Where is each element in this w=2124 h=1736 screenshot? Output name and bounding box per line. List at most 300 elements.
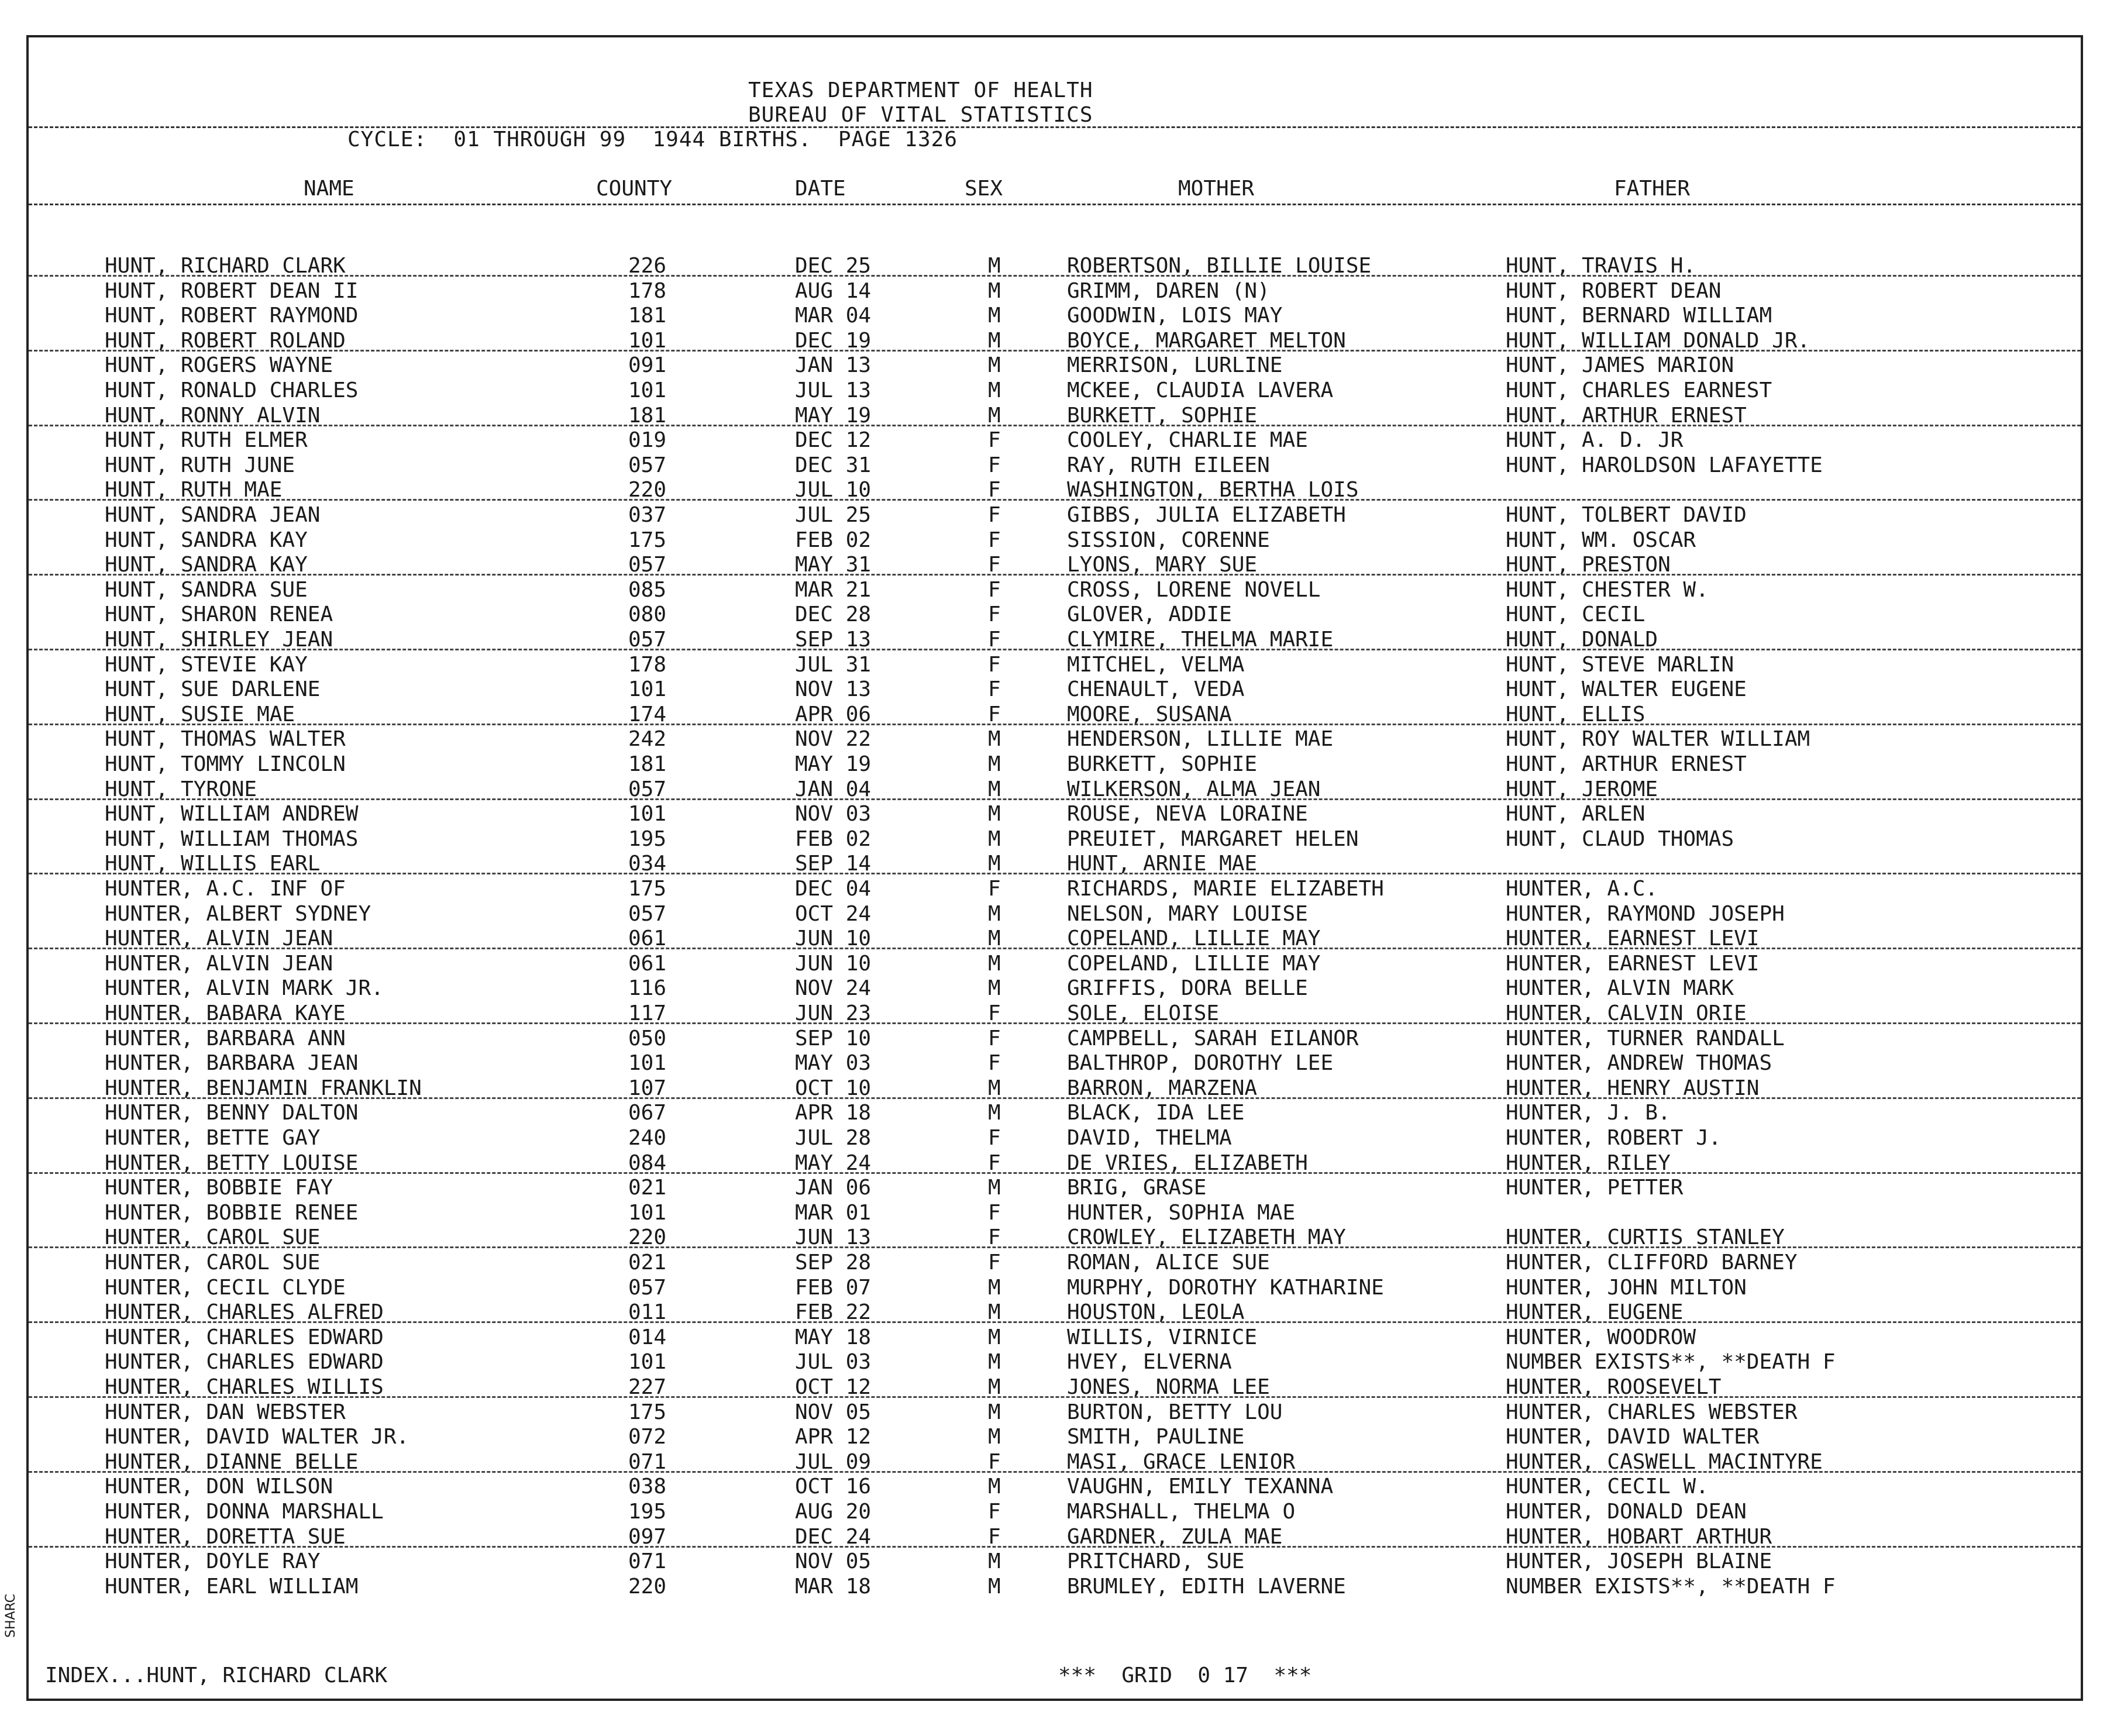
- record-row: [29, 752, 2081, 777]
- record-mother: BURKETT, SOPHIE: [1067, 752, 1258, 776]
- record-sex: M: [988, 1325, 1001, 1349]
- record-name: HUNTER, BENJAMIN FRANKLIN: [105, 1076, 422, 1100]
- record-date: SEP 10: [795, 1026, 872, 1050]
- record-name: HUNT, RUTH JUNE: [105, 453, 295, 477]
- record-sex: F: [988, 1026, 1001, 1050]
- col-father-header: FATHER: [1614, 177, 1691, 201]
- record-county: 019: [628, 428, 667, 453]
- record-sex: M: [988, 254, 1001, 278]
- record-county: 034: [628, 852, 667, 876]
- record-name: HUNTER, CAROL SUE: [105, 1225, 321, 1250]
- record-father: HUNTER, HOBART ARTHUR: [1506, 1524, 1772, 1549]
- record-name: HUNTER, DONNA MARSHALL: [105, 1500, 384, 1524]
- record-county: 181: [628, 304, 667, 328]
- record-row: [29, 902, 2081, 926]
- record-date: AUG 20: [795, 1500, 872, 1524]
- record-row: [29, 1201, 2081, 1225]
- record-mother: VAUGHN, EMILY TEXANNA: [1067, 1475, 1334, 1499]
- record-row: [29, 1425, 2081, 1449]
- record-county: 181: [628, 403, 667, 428]
- record-name: HUNT, TYRONE: [105, 777, 257, 801]
- record-father: HUNTER, DAVID WALTER: [1506, 1425, 1760, 1449]
- record-father: HUNTER, ROBERT J.: [1506, 1126, 1722, 1150]
- record-date: MAY 03: [795, 1051, 872, 1076]
- record-sex: M: [988, 1549, 1001, 1574]
- record-father: HUNTER, ALVIN MARK: [1506, 976, 1734, 1001]
- record-mother: MERRISON, LURLINE: [1067, 353, 1283, 378]
- record-county: 195: [628, 826, 667, 851]
- record-date: SEP 14: [795, 852, 872, 876]
- record-name: HUNT, THOMAS WALTER: [105, 727, 346, 752]
- record-sex: F: [988, 1524, 1001, 1549]
- record-date: JAN 04: [795, 777, 872, 801]
- record-date: FEB 02: [795, 528, 872, 552]
- record-date: DEC 25: [795, 254, 872, 278]
- header-title: TEXAS DEPARTMENT OF HEALTH: [748, 78, 1093, 102]
- record-date: JUN 10: [795, 926, 872, 951]
- record-name: HUNT, SANDRA SUE: [105, 577, 308, 602]
- record-mother: COOLEY, CHARLIE MAE: [1067, 428, 1308, 453]
- record-county: 057: [628, 1275, 667, 1300]
- record-father: HUNTER, JOHN MILTON: [1506, 1275, 1747, 1300]
- record-date: MAY 19: [795, 752, 872, 776]
- row-separator: [29, 1246, 2081, 1248]
- record-father: HUNTER, CURTIS STANLEY: [1506, 1225, 1785, 1250]
- record-county: 117: [628, 1001, 667, 1025]
- record-mother: RICHARDS, MARIE ELIZABETH: [1067, 877, 1384, 901]
- record-row: [29, 1475, 2081, 1499]
- record-father: HUNT, JAMES MARION: [1506, 353, 1734, 378]
- record-sex: M: [988, 752, 1001, 776]
- record-father: HUNTER, TURNER RANDALL: [1506, 1026, 1785, 1050]
- record-county: 014: [628, 1325, 667, 1349]
- record-county: 101: [628, 1350, 667, 1375]
- record-row: [29, 279, 2081, 304]
- record-date: JUN 10: [795, 951, 872, 976]
- record-county: 242: [628, 727, 667, 752]
- record-county: 038: [628, 1475, 667, 1499]
- record-father: HUNT, WALTER EUGENE: [1506, 677, 1747, 702]
- record-sex: M: [988, 901, 1001, 926]
- record-sex: M: [988, 976, 1001, 1001]
- record-date: JUN 23: [795, 1001, 872, 1025]
- record-county: 240: [628, 1126, 667, 1150]
- record-sex: F: [988, 1001, 1001, 1025]
- record-date: MAR 04: [795, 304, 872, 328]
- record-name: HUNTER, CECIL CLYDE: [105, 1275, 346, 1300]
- record-mother: BRIG, GRASE: [1067, 1176, 1207, 1200]
- record-name: HUNTER, BARBARA ANN: [105, 1026, 346, 1050]
- record-name: HUNTER, EARL WILLIAM: [105, 1574, 359, 1599]
- record-mother: BRUMLEY, EDITH LAVERNE: [1067, 1574, 1346, 1599]
- record-row: [29, 677, 2081, 702]
- record-name: HUNTER, ALBERT SYDNEY: [105, 901, 371, 926]
- record-sex: M: [988, 1475, 1001, 1499]
- record-name: HUNTER, CHARLES ALFRED: [105, 1300, 384, 1325]
- row-separator: [29, 275, 2081, 277]
- record-mother: WILKERSON, ALMA JEAN: [1067, 777, 1321, 801]
- record-father: HUNT, TRAVIS H.: [1506, 254, 1696, 278]
- record-father: HUNT, ARLEN: [1506, 802, 1646, 826]
- record-date: MAY 19: [795, 403, 872, 428]
- row-separator: [29, 1022, 2081, 1024]
- record-sex: F: [988, 628, 1001, 652]
- record-father: HUNTER, CECIL W.: [1506, 1475, 1709, 1499]
- record-father: HUNTER, CHARLES WEBSTER: [1506, 1400, 1798, 1424]
- record-name: HUNT, STEVIE KAY: [105, 652, 308, 677]
- record-sex: M: [988, 1176, 1001, 1200]
- record-sex: M: [988, 1425, 1001, 1449]
- record-date: JUL 03: [795, 1350, 872, 1375]
- record-sex: F: [988, 1251, 1001, 1275]
- record-county: 037: [628, 503, 667, 527]
- record-county: 101: [628, 677, 667, 702]
- record-county: 175: [628, 1400, 667, 1424]
- record-name: HUNT, TOMMY LINCOLN: [105, 752, 346, 776]
- record-date: DEC 31: [795, 453, 872, 477]
- record-county: 080: [628, 602, 667, 627]
- record-father: HUNTER, JOSEPH BLAINE: [1506, 1549, 1772, 1574]
- record-county: 071: [628, 1449, 667, 1474]
- record-mother: DE VRIES, ELIZABETH: [1067, 1151, 1308, 1175]
- record-row: [29, 1325, 2081, 1350]
- record-name: HUNTER, A.C. INF OF: [105, 877, 346, 901]
- row-separator: [29, 350, 2081, 352]
- record-sex: F: [988, 1200, 1001, 1225]
- record-date: APR 12: [795, 1425, 872, 1449]
- record-row: [29, 503, 2081, 528]
- record-mother: GOODWIN, LOIS MAY: [1067, 304, 1283, 328]
- record-sex: F: [988, 428, 1001, 453]
- record-name: HUNTER, ALVIN MARK JR.: [105, 976, 384, 1001]
- column-header-rule: [29, 204, 2081, 205]
- record-name: HUNTER, DAN WEBSTER: [105, 1400, 346, 1424]
- record-county: 057: [628, 777, 667, 801]
- record-row: [29, 827, 2081, 852]
- record-sex: M: [988, 378, 1001, 402]
- record-mother: BLACK, IDA LEE: [1067, 1101, 1245, 1125]
- record-sex: M: [988, 826, 1001, 851]
- record-row: [29, 976, 2081, 1001]
- record-father: HUNT, CHESTER W.: [1506, 577, 1709, 602]
- record-name: HUNT, SANDRA KAY: [105, 553, 308, 577]
- record-mother: DAVID, THELMA: [1067, 1126, 1232, 1150]
- record-name: HUNT, SANDRA KAY: [105, 528, 308, 552]
- record-name: HUNT, RUTH MAE: [105, 478, 283, 502]
- record-father: NUMBER EXISTS**, **DEATH F: [1506, 1350, 1836, 1375]
- record-sex: M: [988, 802, 1001, 826]
- record-father: HUNT, PRESTON: [1506, 553, 1671, 577]
- record-row: [29, 528, 2081, 553]
- side-stamp: SHARC: [4, 1593, 18, 1638]
- row-separator: [29, 798, 2081, 800]
- record-row: [29, 1051, 2081, 1076]
- record-county: 091: [628, 353, 667, 378]
- record-county: 071: [628, 1549, 667, 1574]
- record-county: 178: [628, 652, 667, 677]
- row-separator: [29, 1321, 2081, 1323]
- record-mother: CLYMIRE, THELMA MARIE: [1067, 628, 1334, 652]
- record-county: 011: [628, 1300, 667, 1325]
- record-row: [29, 378, 2081, 403]
- row-separator: [29, 574, 2081, 576]
- record-row: [29, 1176, 2081, 1200]
- record-sex: F: [988, 478, 1001, 502]
- record-father: HUNTER, A.C.: [1506, 877, 1658, 901]
- record-county: 021: [628, 1251, 667, 1275]
- record-sex: F: [988, 503, 1001, 527]
- record-father: HUNT, STEVE MARLIN: [1506, 652, 1734, 677]
- record-mother: COPELAND, LILLIE MAY: [1067, 926, 1321, 951]
- record-row: [29, 653, 2081, 677]
- record-date: JUL 13: [795, 378, 872, 402]
- record-mother: JONES, NORMA LEE: [1067, 1375, 1270, 1399]
- record-sex: M: [988, 1375, 1001, 1399]
- record-name: HUNT, SANDRA JEAN: [105, 503, 321, 527]
- record-sex: F: [988, 1051, 1001, 1076]
- record-sex: M: [988, 353, 1001, 378]
- record-name: HUNTER, DON WILSON: [105, 1475, 333, 1499]
- record-sex: F: [988, 1225, 1001, 1250]
- record-mother: GRIFFIS, DORA BELLE: [1067, 976, 1308, 1001]
- record-name: HUNTER, CHARLES WILLIS: [105, 1375, 384, 1399]
- record-name: HUNTER, DOYLE RAY: [105, 1549, 321, 1574]
- record-sex: F: [988, 677, 1001, 702]
- row-separator: [29, 873, 2081, 874]
- record-mother: ROUSE, NEVA LORAINE: [1067, 802, 1308, 826]
- record-county: 085: [628, 577, 667, 602]
- col-date-header: DATE: [795, 177, 846, 201]
- record-county: 072: [628, 1425, 667, 1449]
- document-page: [26, 35, 2083, 1701]
- record-mother: MITCHEL, VELMA: [1067, 652, 1245, 677]
- record-name: HUNT, RICHARD CLARK: [105, 254, 346, 278]
- record-sex: F: [988, 453, 1001, 477]
- row-separator: [29, 1172, 2081, 1174]
- record-mother: PREUIET, MARGARET HELEN: [1067, 826, 1359, 851]
- record-father: HUNTER, EARNEST LEVI: [1506, 951, 1760, 976]
- record-father: HUNT, TOLBERT DAVID: [1506, 503, 1747, 527]
- record-mother: MOORE, SUSANA: [1067, 702, 1232, 726]
- row-separator: [29, 1097, 2081, 1099]
- record-mother: GIBBS, JULIA ELIZABETH: [1067, 503, 1346, 527]
- record-county: 061: [628, 951, 667, 976]
- record-sex: M: [988, 278, 1001, 303]
- record-father: HUNTER, ROOSEVELT: [1506, 1375, 1722, 1399]
- record-father: HUNT, CECIL: [1506, 602, 1646, 627]
- record-county: 084: [628, 1151, 667, 1175]
- record-father: HUNTER, WOODROW: [1506, 1325, 1696, 1349]
- record-date: NOV 05: [795, 1400, 872, 1424]
- record-date: OCT 24: [795, 901, 872, 926]
- record-father: HUNTER, J. B.: [1506, 1101, 1671, 1125]
- record-name: HUNT, RUTH ELMER: [105, 428, 308, 453]
- record-name: HUNT, RONALD CHARLES: [105, 378, 359, 402]
- record-county: 057: [628, 628, 667, 652]
- record-sex: M: [988, 777, 1001, 801]
- record-county: 057: [628, 553, 667, 577]
- record-mother: MASI, GRACE LENIOR: [1067, 1449, 1296, 1474]
- record-name: HUNTER, BETTY LOUISE: [105, 1151, 359, 1175]
- record-father: HUNTER, EUGENE: [1506, 1300, 1684, 1325]
- record-father: HUNT, HAROLDSON LAFAYETTE: [1506, 453, 1823, 477]
- record-date: NOV 05: [795, 1549, 872, 1574]
- record-date: DEC 19: [795, 328, 872, 353]
- record-mother: HVEY, ELVERNA: [1067, 1350, 1232, 1375]
- record-row: [29, 1276, 2081, 1300]
- col-county-header: COUNTY: [596, 177, 673, 201]
- record-row: [29, 802, 2081, 826]
- record-mother: MURPHY, DOROTHY KATHARINE: [1067, 1275, 1384, 1300]
- record-name: HUNTER, BOBBIE RENEE: [105, 1200, 359, 1225]
- record-sex: M: [988, 926, 1001, 951]
- record-father: HUNT, ARTHUR ERNEST: [1506, 403, 1747, 428]
- record-date: DEC 28: [795, 602, 872, 627]
- record-row: [29, 602, 2081, 627]
- record-father: HUNT, ARTHUR ERNEST: [1506, 752, 1747, 776]
- row-separator: [29, 1471, 2081, 1473]
- record-mother: BURKETT, SOPHIE: [1067, 403, 1258, 428]
- record-name: HUNTER, ALVIN JEAN: [105, 951, 333, 976]
- record-county: 227: [628, 1375, 667, 1399]
- record-date: FEB 22: [795, 1300, 872, 1325]
- record-mother: WILLIS, VIRNICE: [1067, 1325, 1258, 1349]
- row-separator: [29, 649, 2081, 650]
- record-date: JUL 09: [795, 1449, 872, 1474]
- record-mother: SISSION, CORENNE: [1067, 528, 1270, 552]
- record-father: HUNT, CLAUD THOMAS: [1506, 826, 1734, 851]
- record-date: MAY 24: [795, 1151, 872, 1175]
- footer-index: INDEX...HUNT, RICHARD CLARK: [45, 1663, 388, 1687]
- record-father: HUNTER, PETTER: [1506, 1176, 1684, 1200]
- record-county: 097: [628, 1524, 667, 1549]
- record-mother: CROSS, LORENE NOVELL: [1067, 577, 1321, 602]
- record-date: JUN 13: [795, 1225, 872, 1250]
- record-name: HUNTER, BETTE GAY: [105, 1126, 321, 1150]
- record-date: NOV 24: [795, 976, 872, 1001]
- record-date: JUL 28: [795, 1126, 872, 1150]
- record-father: HUNTER, CLIFFORD BARNEY: [1506, 1251, 1798, 1275]
- record-sex: M: [988, 1350, 1001, 1375]
- record-father: HUNTER, HENRY AUSTIN: [1506, 1076, 1760, 1100]
- record-father: HUNT, WM. OSCAR: [1506, 528, 1696, 552]
- record-county: 101: [628, 378, 667, 402]
- record-mother: ROMAN, ALICE SUE: [1067, 1251, 1270, 1275]
- record-name: HUNTER, CAROL SUE: [105, 1251, 321, 1275]
- record-county: 116: [628, 976, 667, 1001]
- footer-grid: *** GRID 0 17 ***: [1058, 1663, 1312, 1687]
- record-row: [29, 428, 2081, 453]
- record-mother: CROWLEY, ELIZABETH MAY: [1067, 1225, 1346, 1250]
- record-name: HUNT, SHIRLEY JEAN: [105, 628, 333, 652]
- record-date: DEC 12: [795, 428, 872, 453]
- record-county: 061: [628, 926, 667, 951]
- record-sex: F: [988, 577, 1001, 602]
- record-county: 220: [628, 478, 667, 502]
- record-name: HUNTER, ALVIN JEAN: [105, 926, 333, 951]
- record-name: HUNT, WILLIS EARL: [105, 852, 321, 876]
- record-name: HUNTER, CHARLES EDWARD: [105, 1325, 384, 1349]
- record-father: HUNTER, CALVIN ORIE: [1506, 1001, 1747, 1025]
- record-name: HUNTER, DORETTA SUE: [105, 1524, 346, 1549]
- record-date: FEB 07: [795, 1275, 872, 1300]
- record-mother: GRIMM, DAREN (N): [1067, 278, 1270, 303]
- record-county: 057: [628, 453, 667, 477]
- record-sex: F: [988, 1126, 1001, 1150]
- record-father: NUMBER EXISTS**, **DEATH F: [1506, 1574, 1836, 1599]
- record-sex: F: [988, 553, 1001, 577]
- record-father: HUNT, BERNARD WILLIAM: [1506, 304, 1772, 328]
- record-mother: PRITCHARD, SUE: [1067, 1549, 1245, 1574]
- record-father: HUNT, CHARLES EARNEST: [1506, 378, 1772, 402]
- record-name: HUNTER, DIANNE BELLE: [105, 1449, 359, 1474]
- record-date: DEC 24: [795, 1524, 872, 1549]
- record-mother: HUNT, ARNIE MAE: [1067, 852, 1258, 876]
- record-row: [29, 1101, 2081, 1125]
- record-county: 181: [628, 752, 667, 776]
- record-mother: MCKEE, CLAUDIA LAVERA: [1067, 378, 1334, 402]
- record-county: 175: [628, 877, 667, 901]
- record-father: HUNT, DONALD: [1506, 628, 1658, 652]
- record-date: MAY 31: [795, 553, 872, 577]
- record-county: 101: [628, 1200, 667, 1225]
- record-father: HUNT, ROBERT DEAN: [1506, 278, 1722, 303]
- record-county: 057: [628, 901, 667, 926]
- col-sex-header: SEX: [965, 177, 1003, 201]
- record-name: HUNT, WILLIAM THOMAS: [105, 826, 359, 851]
- record-mother: HENDERSON, LILLIE MAE: [1067, 727, 1334, 752]
- header-subtitle: BUREAU OF VITAL STATISTICS: [748, 103, 1093, 127]
- record-county: 101: [628, 1051, 667, 1076]
- record-father: HUNTER, RILEY: [1506, 1151, 1671, 1175]
- record-sex: M: [988, 852, 1001, 876]
- record-sex: M: [988, 328, 1001, 353]
- record-county: 178: [628, 278, 667, 303]
- record-father: HUNT, WILLIAM DONALD JR.: [1506, 328, 1810, 353]
- col-mother-header: MOTHER: [1178, 177, 1255, 201]
- record-county: 101: [628, 802, 667, 826]
- record-mother: HUNTER, SOPHIA MAE: [1067, 1200, 1296, 1225]
- record-county: 067: [628, 1101, 667, 1125]
- record-date: OCT 10: [795, 1076, 872, 1100]
- record-name: HUNT, SHARON RENEA: [105, 602, 333, 627]
- record-mother: LYONS, MARY SUE: [1067, 553, 1258, 577]
- record-row: [29, 727, 2081, 752]
- record-name: HUNT, ROBERT DEAN II: [105, 278, 359, 303]
- record-date: JAN 13: [795, 353, 872, 378]
- record-mother: GARDNER, ZULA MAE: [1067, 1524, 1283, 1549]
- record-row: [29, 1400, 2081, 1425]
- record-sex: F: [988, 877, 1001, 901]
- record-row: [29, 877, 2081, 901]
- record-mother: WASHINGTON, BERTHA LOIS: [1067, 478, 1359, 502]
- record-mother: BOYCE, MARGARET MELTON: [1067, 328, 1346, 353]
- record-row: [29, 1549, 2081, 1574]
- record-sex: M: [988, 304, 1001, 328]
- record-row: [29, 1027, 2081, 1051]
- record-name: HUNTER, BOBBIE FAY: [105, 1176, 333, 1200]
- record-county: 050: [628, 1026, 667, 1050]
- record-date: DEC 04: [795, 877, 872, 901]
- record-date: OCT 12: [795, 1375, 872, 1399]
- record-father: HUNT, ROY WALTER WILLIAM: [1506, 727, 1810, 752]
- record-row: [29, 353, 2081, 378]
- record-name: HUNT, SUSIE MAE: [105, 702, 295, 726]
- record-date: NOV 13: [795, 677, 872, 702]
- record-name: HUNT, WILLIAM ANDREW: [105, 802, 359, 826]
- record-county: 101: [628, 328, 667, 353]
- record-date: AUG 14: [795, 278, 872, 303]
